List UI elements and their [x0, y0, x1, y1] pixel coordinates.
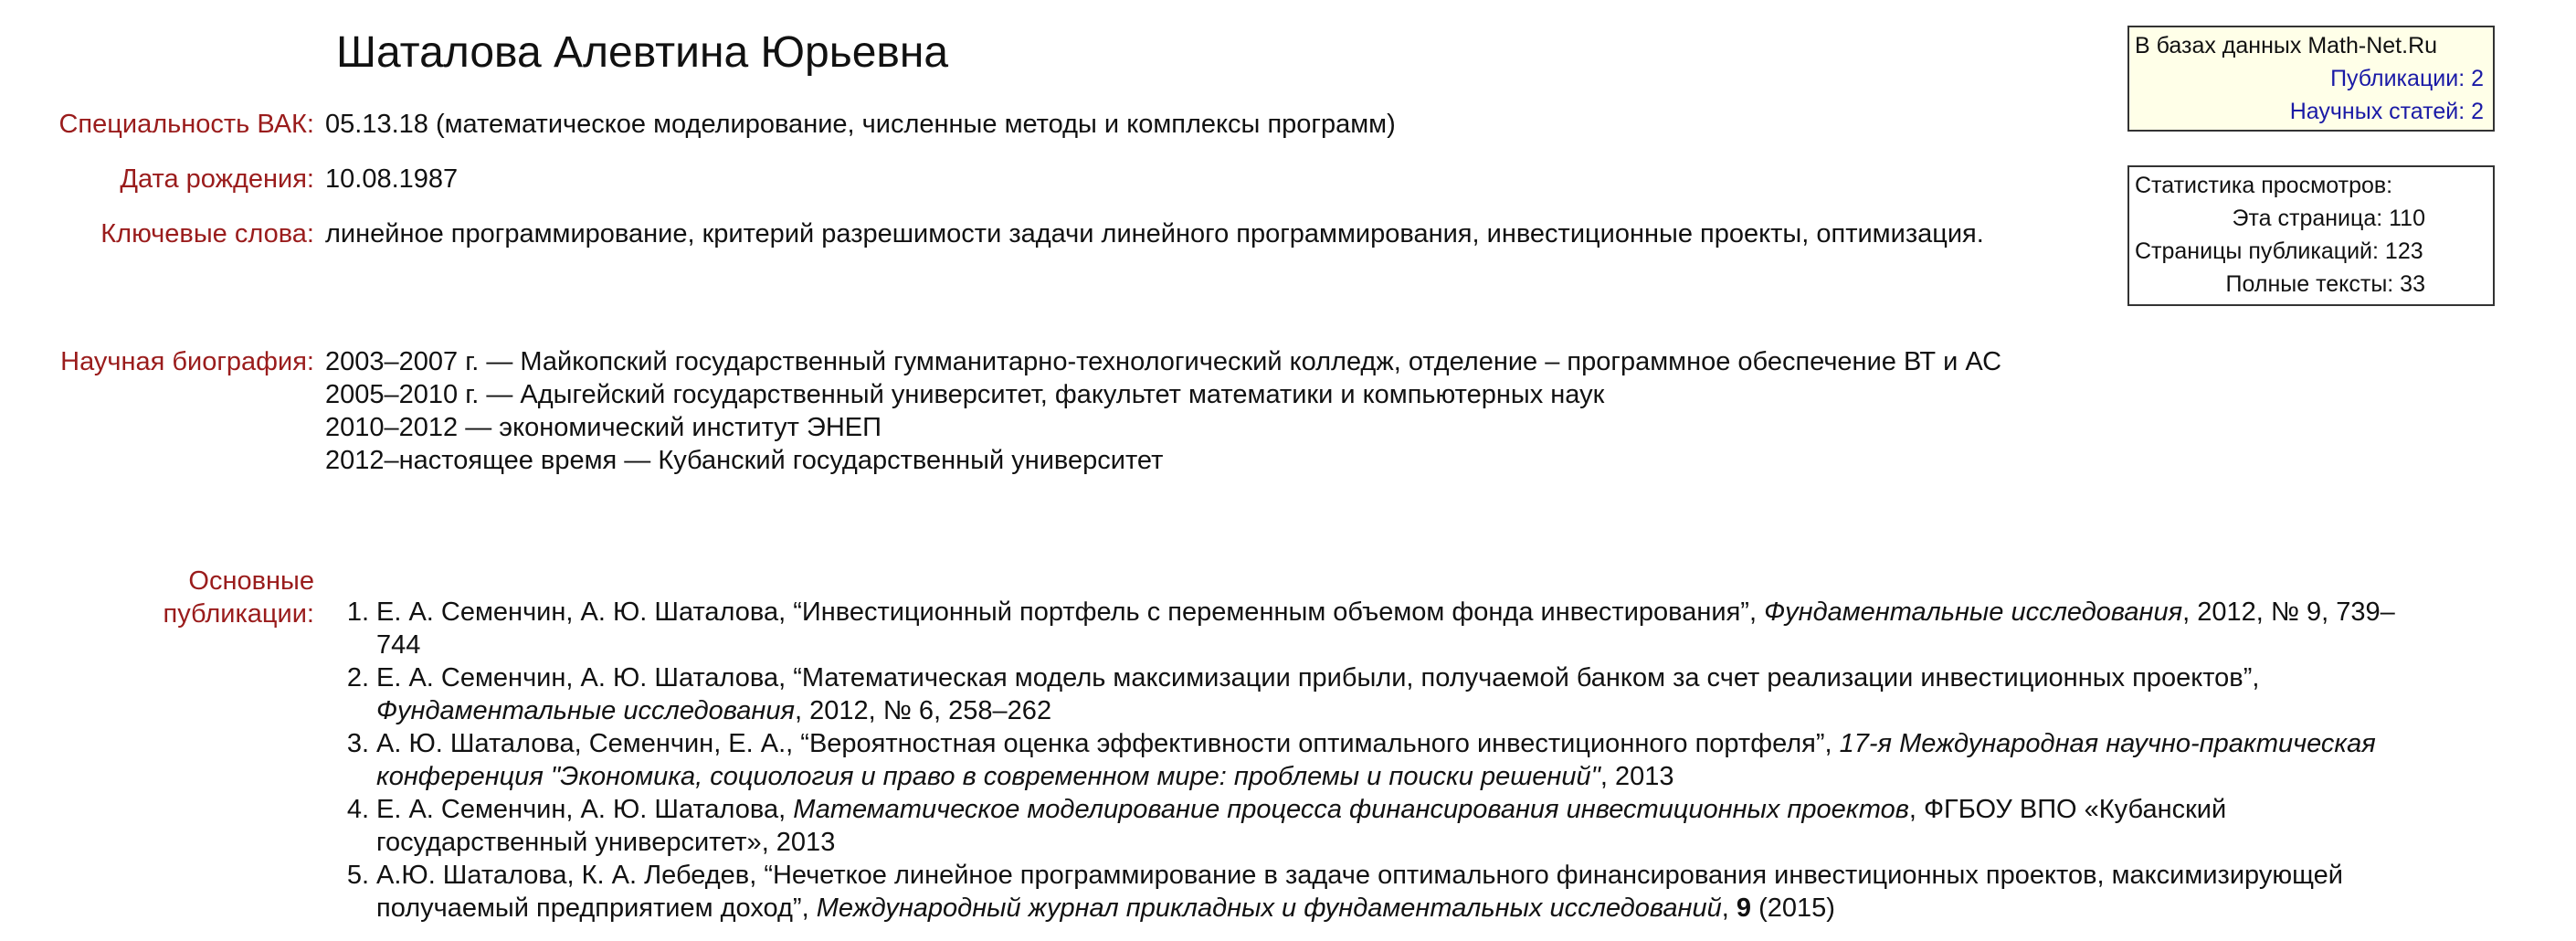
publications-list — [301, 596, 2395, 925]
publication-text — [376, 596, 2413, 661]
vak-value: 05.13.18 (математическое моделирование, численные методы и комплексы программ) — [325, 110, 1396, 139]
publications-label — [0, 565, 325, 630]
publication-authors: А. Ю. Шаталова, Семенчин, Е. А., — [376, 729, 801, 758]
publication-journal: Международный журнал прикладных и фундаментальных исследований — [816, 893, 1722, 923]
publications-count-link[interactable]: Публикации: 2 — [2330, 66, 2484, 91]
publication-number: 2. — [346, 663, 369, 693]
publication-text — [376, 859, 2413, 925]
biography-line: 2003–2007 г. — Майкопский государственный гумманитарно-технологический колледж, отделение – программное обеспечение ВТ и АС — [325, 347, 2002, 376]
publication-details: (2015) — [1751, 893, 1835, 923]
publication-number: 5. — [346, 861, 369, 890]
keywords-label: Ключевые слова: — [100, 219, 314, 248]
publication-details: , ФГБОУ ВПО «Кубанский государственный университет», 2013 — [376, 795, 2227, 857]
stats-box-title: Статистика просмотров: — [2135, 173, 2393, 198]
publication-volume: 9 — [1736, 893, 1752, 923]
keywords-row — [0, 217, 2010, 250]
publication-item — [301, 859, 2421, 925]
page-title: Шаталова Алевтина Юрьевна — [336, 28, 949, 77]
publication-separator: , — [1748, 597, 1765, 627]
publication-item — [301, 727, 2421, 793]
publication-text — [376, 661, 2413, 727]
publication-separator: , — [2252, 663, 2260, 693]
stats-full-texts: Полные тексты: 33 — [2225, 271, 2425, 297]
keywords-value: линейное программирование, критерий разрешимости задачи линейного программирования, инвестиционные проекты, оптимизация. — [325, 219, 1984, 248]
biography-value — [325, 345, 2010, 477]
vak-label: Специальность ВАК: — [58, 110, 314, 139]
publication-title-link[interactable]: “Вероятностная оценка эффективности оптимального инвестиционного портфеля” — [800, 729, 1825, 758]
publication-journal: Фундаментальные исследования — [376, 696, 796, 725]
biography-line: 2010–2012 — экономический институт ЭНЕП — [325, 413, 882, 442]
publication-number: 1. — [346, 597, 369, 627]
publication-separator: , — [1721, 893, 1737, 923]
publications-label-line2: публикации: — [163, 599, 314, 629]
publication-title-link[interactable]: “Математическая модель максимизации прибыли, получаемой банком за счет реализации инвестиционных проектов” — [793, 663, 2253, 693]
publication-authors: Е. А. Семенчин, А. Ю. Шаталова, — [376, 795, 794, 824]
stats-box — [2127, 165, 2495, 306]
publication-title-link[interactable]: “Нечеткое линейное программирование в задаче оптимального финансирования инвестиционных проектов, максимизирующей получаемый предприятием доход” — [376, 861, 2343, 923]
birth-row — [0, 163, 2010, 196]
publication-text — [376, 727, 2413, 793]
publication-title-link[interactable]: “Инвестиционный портфель с переменным объемом фонда инвестирования” — [793, 597, 1749, 627]
publication-details: , 2012, № 9, 739–744 — [376, 597, 2395, 660]
publication-text — [376, 793, 2413, 859]
vak-row — [0, 108, 2010, 141]
database-box-publications-row — [2135, 62, 2484, 95]
database-box — [2127, 26, 2495, 132]
publication-item — [301, 661, 2421, 727]
publication-item — [301, 596, 2421, 661]
publication-number: 3. — [346, 729, 369, 758]
publication-item — [301, 793, 2421, 859]
publication-authors: Е. А. Семенчин, А. Ю. Шаталова, — [376, 663, 794, 693]
publication-separator: , — [1824, 729, 1840, 758]
publication-journal: Фундаментальные исследования — [1764, 597, 2183, 627]
publication-details: , 2013 — [1599, 762, 1674, 791]
publication-details: , 2012, № 6, 258–262 — [795, 696, 1052, 725]
birth-label: Дата рождения: — [120, 164, 314, 194]
publication-journal: 17-я Международная научно-практическая конференция "Экономика, социология и право в современном мире: проблемы и поиски решений" — [376, 729, 2376, 791]
stats-publication-pages: Страницы публикаций: 123 — [2135, 238, 2423, 264]
articles-count-link[interactable]: Научных статей: 2 — [2289, 99, 2484, 124]
publication-number: 4. — [346, 795, 369, 824]
biography-row — [0, 345, 2010, 477]
publications-label-line1: Основные — [188, 566, 314, 596]
stats-this-page: Эта страница: 110 — [2232, 206, 2425, 231]
publication-separator: , — [801, 893, 817, 923]
biography-line: 2012–настоящее время — Кубанский государственный университет — [325, 446, 1164, 475]
database-box-articles-row — [2135, 95, 2484, 128]
birth-value: 10.08.1987 — [325, 164, 459, 194]
publication-book-title[interactable]: Математическое моделирование процесса финансирования инвестиционных проектов — [793, 795, 1909, 824]
publication-authors: А.Ю. Шаталова, К. А. Лебедев, — [376, 861, 765, 890]
database-box-title: В базах данных Math-Net.Ru — [2135, 33, 2438, 58]
publication-authors: Е. А. Семенчин, А. Ю. Шаталова, — [376, 597, 794, 627]
biography-label: Научная биография: — [60, 347, 314, 376]
biography-line: 2005–2010 г. — Адыгейский государственный университет, факультет математики и компьютерных наук — [325, 380, 1605, 409]
